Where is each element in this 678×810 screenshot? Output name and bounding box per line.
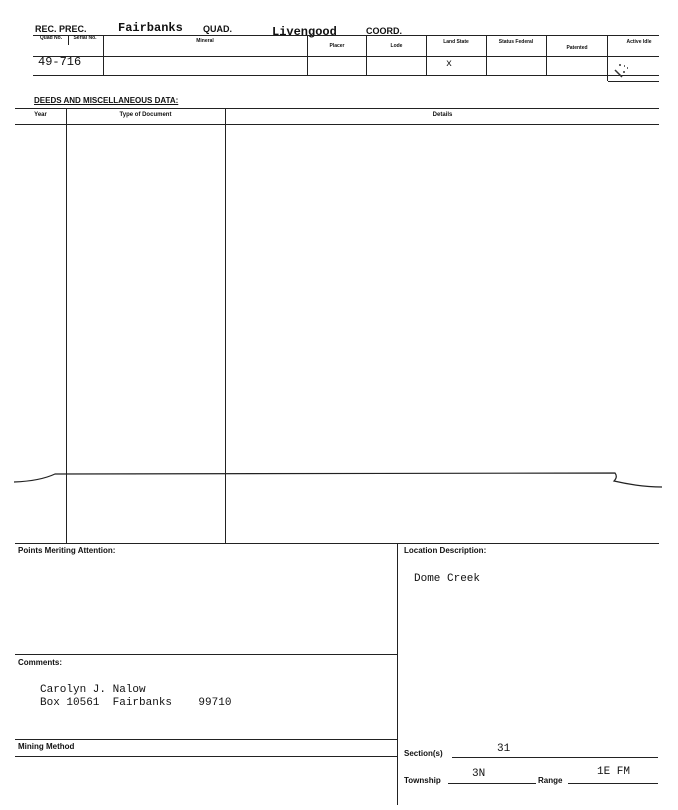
mining-rule bbox=[15, 739, 397, 740]
deeds-title: DEEDS AND MISCELLANEOUS DATA: bbox=[34, 96, 179, 105]
header-rule-mid bbox=[33, 56, 659, 57]
col-lode: Lode bbox=[390, 43, 403, 49]
header-divider-serial bbox=[103, 35, 104, 75]
coord-label: COORD. bbox=[366, 26, 402, 36]
deeds-col-type: Type of Document bbox=[119, 112, 172, 118]
header-divider-status bbox=[546, 35, 547, 75]
record-quad-no: 49-716 bbox=[38, 55, 82, 69]
quad-value: Livengood bbox=[272, 25, 337, 39]
comments-rule bbox=[15, 654, 397, 655]
range-line bbox=[568, 783, 658, 784]
rec-prec-value: Fairbanks bbox=[118, 21, 183, 35]
section-label: Section(s) bbox=[404, 749, 443, 758]
section-value: 31 bbox=[497, 743, 511, 755]
deeds-rule-top bbox=[15, 108, 659, 109]
rec-prec-label: REC. PREC. bbox=[35, 24, 87, 34]
header-divider-patented bbox=[607, 35, 608, 81]
township-line bbox=[448, 783, 536, 784]
lower-rule-top bbox=[15, 543, 659, 544]
header-rule-bottom bbox=[33, 75, 659, 76]
col-serial-no: Serial No. bbox=[73, 35, 97, 41]
location-label: Location Description: bbox=[404, 546, 487, 555]
header-divider-quad bbox=[68, 35, 69, 45]
lower-divider bbox=[397, 543, 398, 805]
mining-label: Mining Method bbox=[18, 742, 75, 751]
township-label: Township bbox=[404, 776, 441, 785]
range-value: 1E FM bbox=[597, 766, 631, 778]
comments-label: Comments: bbox=[18, 658, 63, 667]
deeds-rule-header bbox=[15, 124, 659, 125]
location-text: Dome Creek bbox=[414, 573, 481, 585]
header-divider-placer bbox=[366, 35, 367, 75]
header-rule-top bbox=[33, 35, 659, 36]
col-placer: Placer bbox=[329, 43, 345, 49]
comments-line1: Carolyn J. Nalow bbox=[40, 684, 146, 696]
header-rule-tail bbox=[608, 81, 659, 82]
col-active-idle: Active Idle bbox=[626, 39, 652, 45]
township-value: 3N bbox=[472, 768, 486, 780]
col-patented: Patented bbox=[566, 45, 588, 51]
page-overlap-edge bbox=[0, 465, 678, 495]
range-label: Range bbox=[538, 776, 563, 785]
col-status-federal: Status Federal bbox=[498, 39, 534, 45]
record-land-state: x bbox=[446, 59, 453, 70]
section-line bbox=[452, 757, 658, 758]
col-mineral: Mineral bbox=[196, 38, 214, 44]
header-divider-land bbox=[486, 35, 487, 75]
deeds-col-details: Details bbox=[432, 112, 453, 118]
comments-line2: Box 10561 Fairbanks 99710 bbox=[40, 697, 232, 709]
quad-label: QUAD. bbox=[203, 24, 232, 34]
col-quad-no: Quad No. bbox=[39, 35, 63, 41]
scribble-mark bbox=[612, 60, 636, 80]
mining-rule-under bbox=[15, 756, 397, 757]
header-divider-mineral bbox=[307, 35, 308, 75]
deeds-col-year: Year bbox=[34, 112, 47, 118]
col-land-state: Land State bbox=[443, 39, 469, 45]
header-divider-lode bbox=[426, 35, 427, 75]
points-label: Points Meriting Attention: bbox=[18, 546, 116, 555]
